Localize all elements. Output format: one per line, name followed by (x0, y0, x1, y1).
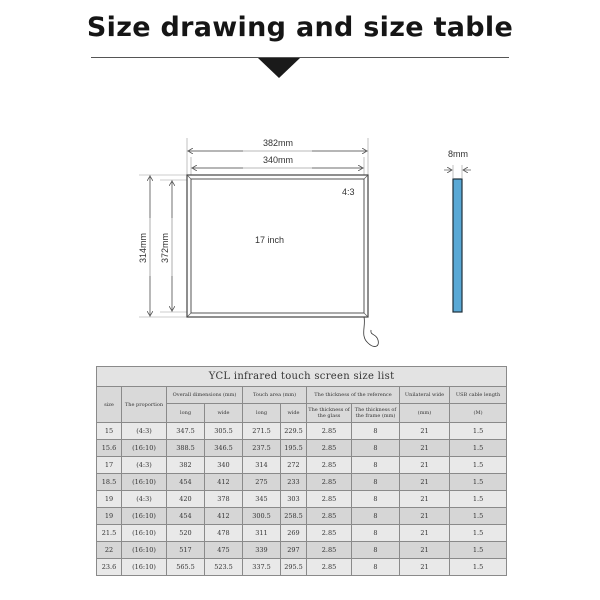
table-cell: 523.5 (205, 559, 243, 576)
table-row (97, 474, 507, 491)
table-cell: (16:10) (122, 542, 167, 559)
table-cell: 2.85 (307, 525, 352, 542)
thickness-label: 8mm (448, 149, 468, 159)
table-cell: (16:10) (122, 559, 167, 576)
subheader-glass-thickness: The thickness of the glass (307, 404, 352, 423)
outer-width-label: 382mm (262, 138, 294, 148)
table-cell: 378 (205, 491, 243, 508)
table-cell: 8 (352, 423, 400, 440)
table-cell: 478 (205, 525, 243, 542)
table-cell: 21 (400, 525, 450, 542)
header-thickness-reference: The thickness of the reference (307, 387, 400, 404)
table-cell: (4:3) (122, 423, 167, 440)
table-cell: 1.5 (450, 508, 507, 525)
table-cell: 1.5 (450, 559, 507, 576)
subheader-unit-m: (M) (450, 404, 507, 423)
inner-height-label: 372mm (160, 232, 170, 264)
table-cell: 21 (400, 559, 450, 576)
table-cell: 22 (97, 542, 122, 559)
table-cell: 8 (352, 457, 400, 474)
table-cell: 1.5 (450, 440, 507, 457)
table-cell: 271.5 (243, 423, 281, 440)
size-table-container (96, 366, 506, 576)
table-cell: 8 (352, 542, 400, 559)
table-cell: 1.5 (450, 491, 507, 508)
inner-width-label: 340mm (262, 155, 294, 165)
table-cell: 339 (243, 542, 281, 559)
table-cell: 23.6 (97, 559, 122, 576)
table-cell: 2.85 (307, 474, 352, 491)
table-cell: 565.5 (167, 559, 205, 576)
table-cell: 2.85 (307, 457, 352, 474)
table-cell: 21 (400, 491, 450, 508)
table-cell: 1.5 (450, 457, 507, 474)
table-row (97, 423, 507, 440)
table-cell: 15.6 (97, 440, 122, 457)
table-cell: 237.5 (243, 440, 281, 457)
table-cell: 2.85 (307, 559, 352, 576)
size-table (96, 366, 507, 576)
usb-cable-icon (364, 317, 379, 346)
table-cell: 21 (400, 508, 450, 525)
table-cell: 19 (97, 491, 122, 508)
table-cell: 21 (400, 457, 450, 474)
table-cell: 412 (205, 508, 243, 525)
table-cell: (4:3) (122, 457, 167, 474)
table-cell: 337.5 (243, 559, 281, 576)
table-cell: 297 (281, 542, 307, 559)
table-cell: 300.5 (243, 508, 281, 525)
table-cell: 269 (281, 525, 307, 542)
table-cell: 347.5 (167, 423, 205, 440)
page-title: Size drawing and size table (86, 12, 514, 43)
table-cell: 388.5 (167, 440, 205, 457)
table-cell: 345 (243, 491, 281, 508)
table-row (97, 542, 507, 559)
table-cell: 258.5 (281, 508, 307, 525)
table-cell: 305.5 (205, 423, 243, 440)
table-cell: 382 (167, 457, 205, 474)
table-cell: 21 (400, 440, 450, 457)
table-cell: 275 (243, 474, 281, 491)
table-cell: 1.5 (450, 525, 507, 542)
subheader-touch-wide: wide (281, 404, 307, 423)
table-cell: 233 (281, 474, 307, 491)
table-cell: 340 (205, 457, 243, 474)
table-cell: 1.5 (450, 542, 507, 559)
table-cell: 15 (97, 423, 122, 440)
table-cell: 295.5 (281, 559, 307, 576)
header-usb-cable-length: USB cable length (450, 387, 507, 404)
aspect-ratio-label: 4:3 (342, 187, 355, 197)
table-cell: 8 (352, 474, 400, 491)
header-size: size (97, 387, 122, 423)
table-cell: 21 (400, 474, 450, 491)
table-cell: (16:10) (122, 508, 167, 525)
table-row (97, 559, 507, 576)
subheader-unit-mm: (mm) (400, 404, 450, 423)
table-cell: 195.5 (281, 440, 307, 457)
subheader-overall-wide: wide (205, 404, 243, 423)
table-cell: 346.5 (205, 440, 243, 457)
table-cell: (16:10) (122, 440, 167, 457)
table-cell: 454 (167, 508, 205, 525)
table-cell: (16:10) (122, 474, 167, 491)
header-unilateral-wide: Unilateral wide (400, 387, 450, 404)
table-cell: 2.85 (307, 440, 352, 457)
subheader-touch-long: long (243, 404, 281, 423)
table-row (97, 508, 507, 525)
subheader-frame-thickness: The thickness of the frame (mm) (352, 404, 400, 423)
outer-height-label: 314mm (138, 232, 148, 264)
table-cell: 21.5 (97, 525, 122, 542)
table-cell: 21 (400, 542, 450, 559)
table-cell: 229.5 (281, 423, 307, 440)
header-overall-dimensions: Overall dimensions (mm) (167, 387, 243, 404)
table-cell: 303 (281, 491, 307, 508)
table-cell: 21 (400, 423, 450, 440)
table-caption: YCL infrared touch screen size list (97, 367, 507, 387)
table-cell: 412 (205, 474, 243, 491)
table-cell: 311 (243, 525, 281, 542)
table-cell: 18.5 (97, 474, 122, 491)
header-touch-area: Touch area (mm) (243, 387, 307, 404)
table-cell: 2.85 (307, 542, 352, 559)
side-profile-bar (453, 179, 462, 312)
table-cell: 8 (352, 508, 400, 525)
table-cell: 8 (352, 559, 400, 576)
table-cell: 517 (167, 542, 205, 559)
table-cell: 8 (352, 440, 400, 457)
table-cell: 272 (281, 457, 307, 474)
table-cell: (4:3) (122, 491, 167, 508)
table-cell: 454 (167, 474, 205, 491)
touch-area-outline (191, 179, 364, 313)
table-row (97, 457, 507, 474)
table-cell: 1.5 (450, 474, 507, 491)
table-cell: 8 (352, 525, 400, 542)
table-cell: 17 (97, 457, 122, 474)
table-cell: 2.85 (307, 508, 352, 525)
table-cell: 2.85 (307, 491, 352, 508)
table-cell: (16:10) (122, 525, 167, 542)
table-cell: 1.5 (450, 423, 507, 440)
table-cell: 8 (352, 491, 400, 508)
table-row (97, 491, 507, 508)
table-cell: 420 (167, 491, 205, 508)
screen-size-label: 17 inch (255, 235, 285, 245)
table-cell: 520 (167, 525, 205, 542)
table-cell: 19 (97, 508, 122, 525)
table-cell: 314 (243, 457, 281, 474)
table-cell: 2.85 (307, 423, 352, 440)
subheader-overall-long: long (167, 404, 205, 423)
header-proportion: The proportion (122, 387, 167, 423)
table-row (97, 440, 507, 457)
table-row (97, 525, 507, 542)
table-cell: 475 (205, 542, 243, 559)
